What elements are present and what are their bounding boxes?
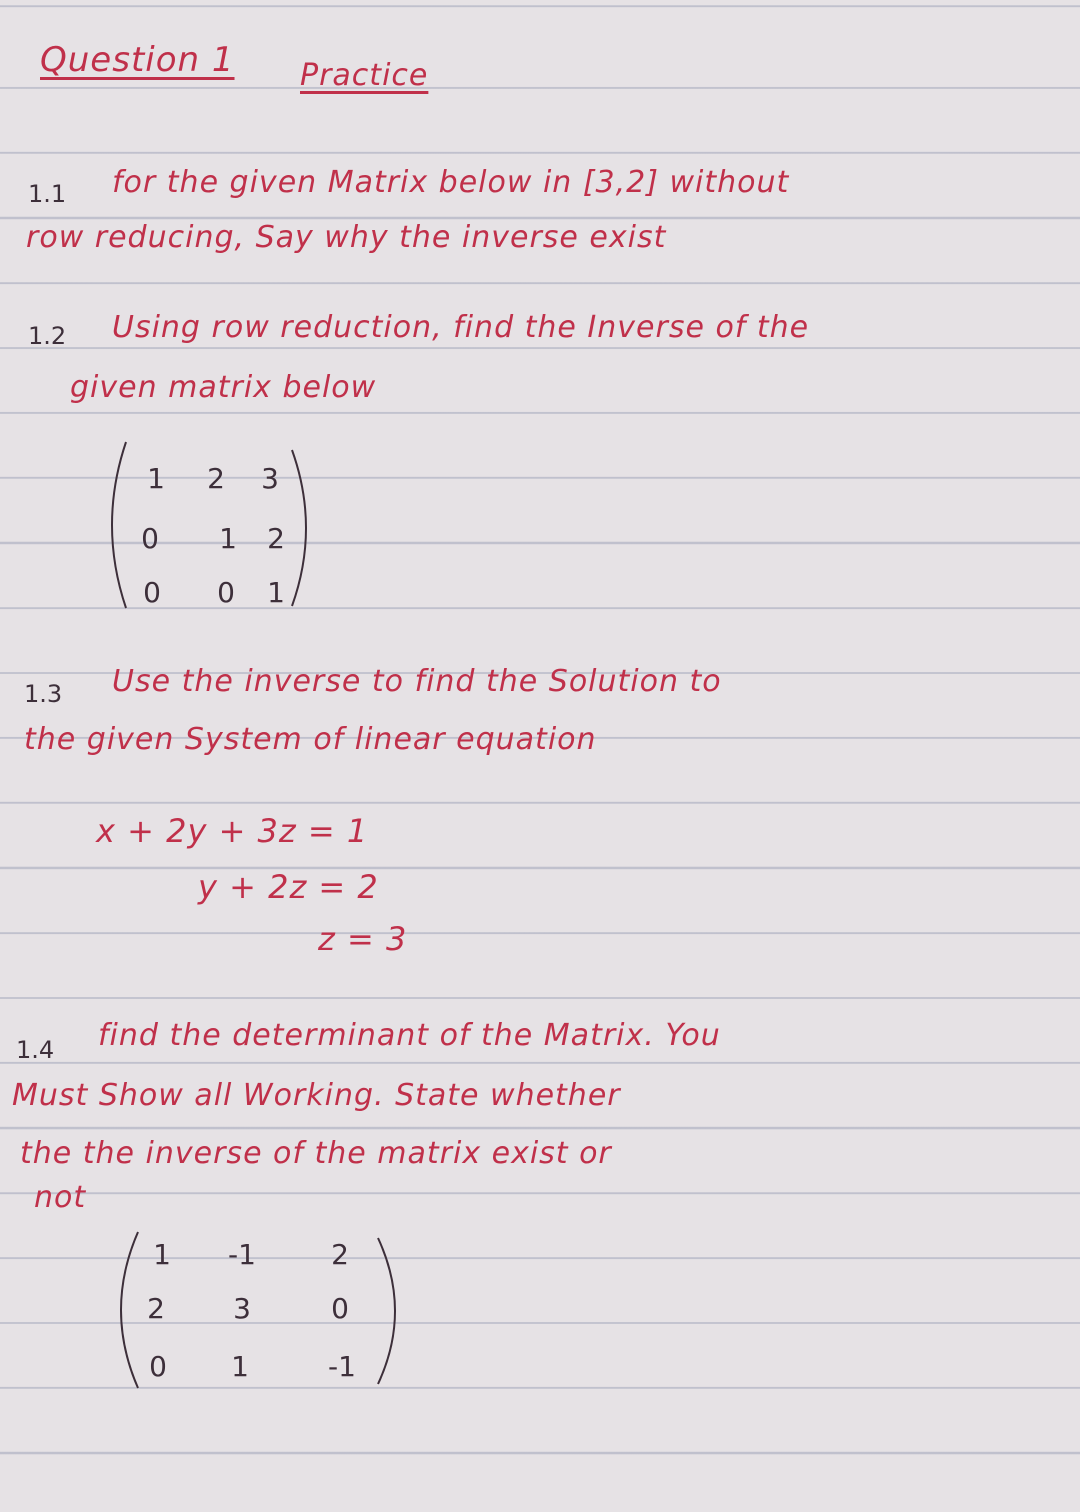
q1-3-number: 1.3 xyxy=(24,680,63,708)
equation-2: y + 2z = 2 xyxy=(198,868,379,906)
q1-1-line2: row reducing, Say why the inverse exist xyxy=(26,220,667,255)
matrix-1-2-cell: 1 xyxy=(147,462,165,495)
matrix-1-2-cell: 3 xyxy=(261,462,279,495)
q1-4-line4: not xyxy=(34,1180,87,1215)
q1-4-number: 1.4 xyxy=(16,1036,55,1064)
q1-3-line2: the given System of linear equation xyxy=(24,722,597,757)
matrix-1-4-right-bracket xyxy=(376,1236,412,1386)
matrix-1-2-cell: 0 xyxy=(141,522,159,555)
matrix-1-4-cell: 0 xyxy=(149,1350,167,1383)
matrix-1-4-cell: 3 xyxy=(233,1292,251,1325)
q1-4-line2: Must Show all Working. State whether xyxy=(12,1078,621,1113)
equation-1: x + 2y + 3z = 1 xyxy=(96,812,369,850)
matrix-1-2-cell: 1 xyxy=(267,576,285,609)
matrix-1-4-cell: 0 xyxy=(331,1292,349,1325)
matrix-1-2-cell: 0 xyxy=(143,576,161,609)
q1-2-line2: given matrix below xyxy=(70,370,377,405)
matrix-1-2-cell: 2 xyxy=(267,522,285,555)
matrix-1-4-cell: 1 xyxy=(231,1350,249,1383)
q1-4-line1: find the determinant of the Matrix. You xyxy=(98,1018,721,1053)
matrix-1-4-cell: -1 xyxy=(328,1350,356,1383)
q1-1-line1: for the given Matrix below in [3,2] without xyxy=(112,165,790,200)
question-title: Question 1 xyxy=(40,40,235,80)
matrix-1-4-cell: 2 xyxy=(331,1238,349,1271)
matrix-1-2-cell: 1 xyxy=(219,522,237,555)
practice-label: Practice xyxy=(300,58,429,93)
matrix-1-4-cell: 1 xyxy=(153,1238,171,1271)
matrix-1-2-left-bracket xyxy=(98,440,128,610)
q1-2-line1: Using row reduction, find the Inverse of the xyxy=(112,310,810,345)
matrix-1-4-cell: 2 xyxy=(147,1292,165,1325)
matrix-1-4-cell: -1 xyxy=(228,1238,256,1271)
q1-3-line1: Use the inverse to find the Solution to xyxy=(112,664,722,699)
q1-1-number: 1.1 xyxy=(28,180,67,208)
equation-3: z = 3 xyxy=(318,920,408,958)
matrix-1-2-cell: 0 xyxy=(217,576,235,609)
matrix-1-2-cell: 2 xyxy=(207,462,225,495)
q1-4-line3: the the inverse of the matrix exist or xyxy=(20,1136,612,1171)
matrix-1-4-left-bracket xyxy=(104,1230,140,1390)
q1-2-number: 1.2 xyxy=(28,322,67,350)
